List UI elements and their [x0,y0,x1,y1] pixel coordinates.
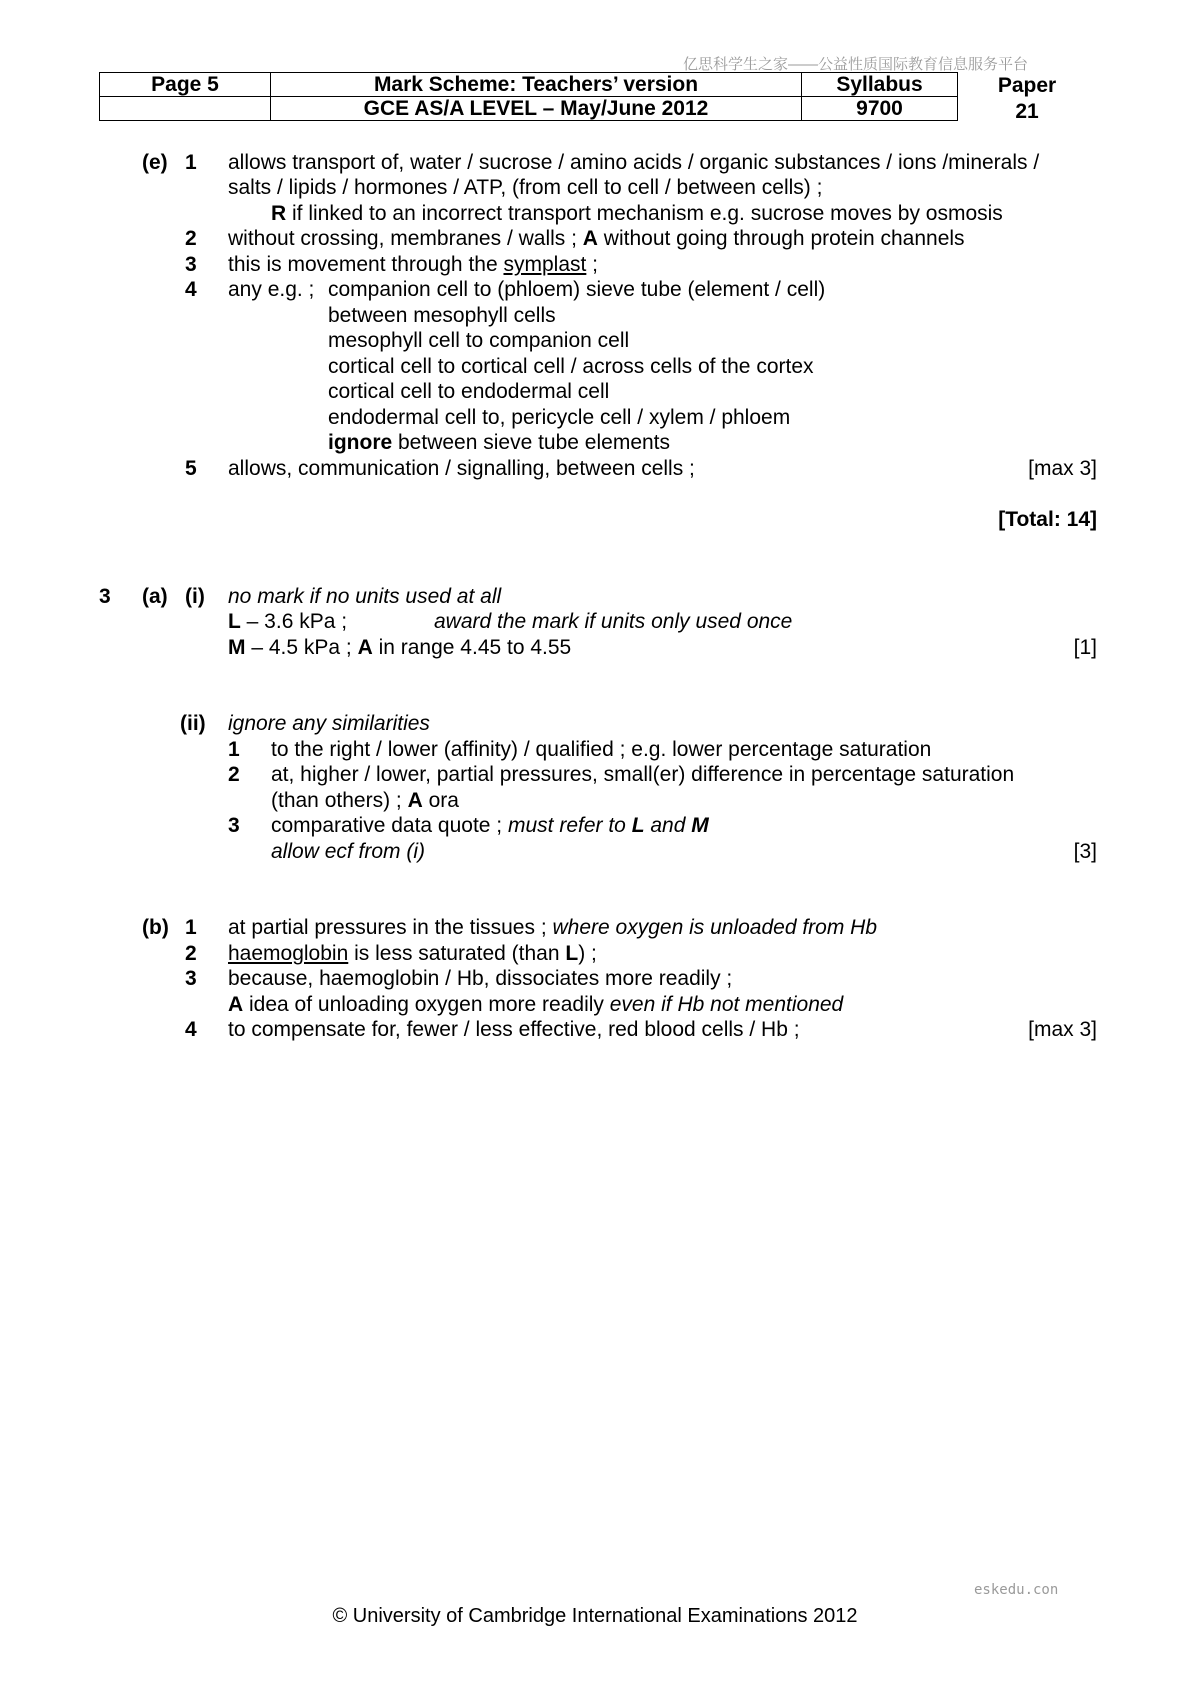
total-mark: [Total: 14] [998,508,1097,531]
q3b-point-3: because, haemoglobin / Hb, dissociates more readily ; [228,967,733,990]
e-point-1a: allows transport of, water / sucrose / amino acids / organic substances / ions /minerals / [228,151,1040,174]
q3b-point-1: at partial pressures in the tissues ; where oxygen is unloaded from Hb [228,916,878,939]
e-point-4-item: cortical cell to endodermal cell [328,380,610,403]
e-point-4-item: cortical cell to cortical cell / across cells of the cortex [328,355,814,378]
e-max-mark: [max 3] [1028,457,1097,480]
e-label: (e) [142,151,168,174]
q3b-point-3-accept: A idea of unloading oxygen more readily even if Hb not mentioned [228,993,844,1016]
q3b-point-4: to compensate for, fewer / less effective, red blood cells / Hb ; [228,1018,800,1041]
e-point-4-item: between mesophyll cells [328,304,556,327]
q3aii-point-2b: (than others) ; A ora [271,789,459,812]
e-point-4-item: companion cell to (phloem) sieve tube (element / cell) [328,278,826,301]
q3ai-line-1: no mark if no units used at all [228,585,502,608]
q3aii-point-1: to the right / lower (affinity) / qualified ; e.g. lower percentage saturation [271,738,932,761]
e-point-4-lead: any e.g. ; [228,278,315,301]
header-paper-value: 21 [1015,100,1039,123]
e-num-3: 3 [185,253,197,276]
q3b-label: (b) [142,916,169,939]
header-title: Mark Scheme: Teachers’ version [271,73,802,97]
header-syllabus-label: Syllabus [802,73,958,97]
header-table [99,72,958,121]
e-point-2: without crossing, membranes / walls ; A without going through protein channels [228,227,965,250]
e-num-1: 1 [185,151,197,174]
e-point-4-item: endodermal cell to, pericycle cell / xylem / phloem [328,406,791,429]
header-empty-cell [100,97,271,121]
q3b-num-1: 1 [185,916,197,939]
watermark-top: 亿思科学生之家——公益性质国际教育信息服务平台 [683,56,1029,73]
watermark-bottom: eskedu.con [974,1582,1059,1598]
q3ai-mark: [1] [1073,636,1097,659]
q3ai-label: (i) [185,585,205,608]
e-point-4-item: mesophyll cell to companion cell [328,329,630,352]
q3b-mark: [max 3] [1028,1018,1097,1041]
q3aii-point-3b: allow ecf from (i) [271,840,426,863]
q3aii-point-3a: comparative data quote ; must refer to L and M [271,814,709,837]
q3ai-line-M: M – 4.5 kPa ; A in range 4.45 to 4.55 [228,636,572,659]
q3a-label: (a) [142,585,168,608]
q3aii-num-2: 2 [228,763,240,786]
q3-number: 3 [99,585,111,608]
e-num-5: 5 [185,457,197,480]
header-page: Page 5 [100,73,271,97]
q3aii-num-3: 3 [228,814,240,837]
q3b-num-3: 3 [185,967,197,990]
e-num-2: 2 [185,227,197,250]
e-point-5: allows, communication / signalling, between cells ; [228,457,695,480]
q3b-point-2: haemoglobin is less saturated (than L) ; [228,942,597,965]
header-paper-label: Paper [997,74,1057,97]
q3aii-point-2a: at, higher / lower, partial pressures, small(er) difference in percentage saturation [271,763,1015,786]
e-num-4: 4 [185,278,197,301]
e-point-1b: salts / lipids / hormones / ATP, (from cell to cell / between cells) ; [228,176,823,199]
footer-copyright: © University of Cambridge International Examinations 2012 [332,1605,858,1627]
q3aii-num-1: 1 [228,738,240,761]
q3b-num-4: 4 [185,1018,197,1041]
e-point-4-ignore: ignore between sieve tube elements [328,431,671,454]
q3ai-award-note: award the mark if units only used once [434,610,793,633]
header-syllabus-value: 9700 [802,97,958,121]
q3b-num-2: 2 [185,942,197,965]
q3aii-line-1: ignore any similarities [228,712,430,735]
q3aii-mark: [3] [1073,840,1097,863]
header-subtitle: GCE AS/A LEVEL – May/June 2012 [271,97,802,121]
q3ai-line-L: L – 3.6 kPa ; [228,610,348,633]
e-point-3: this is movement through the symplast ; [228,253,599,276]
e-point-1c: R if linked to an incorrect transport mechanism e.g. sucrose moves by osmosis [271,202,1003,225]
q3aii-label: (ii) [180,712,206,735]
